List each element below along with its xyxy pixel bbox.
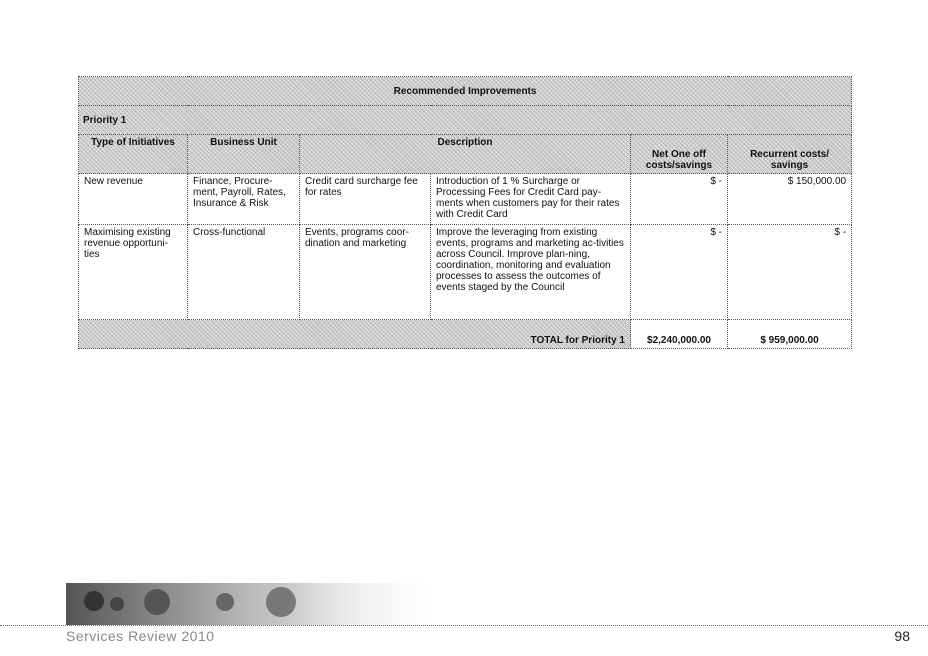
header-recurrent: Recurrent costs/ savings bbox=[728, 135, 852, 174]
footer-photo-strip bbox=[66, 583, 436, 625]
cell-type: Maximising existing revenue opportuni-ties bbox=[79, 225, 188, 320]
page-number: 98 bbox=[894, 628, 910, 644]
cell-recurrent: $ 150,000.00 bbox=[728, 174, 852, 225]
cell-initiative: Events, programs coor-dination and marketing bbox=[300, 225, 431, 320]
total-label: TOTAL for Priority 1 bbox=[79, 320, 631, 349]
total-net-one-off: $2,240,000.00 bbox=[631, 320, 728, 349]
header-business-unit: Business Unit bbox=[188, 135, 300, 174]
table-row bbox=[79, 174, 852, 225]
table-row bbox=[79, 225, 852, 320]
cell-type: New revenue bbox=[79, 174, 188, 225]
footer-divider bbox=[0, 625, 928, 626]
recommended-improvements-table bbox=[78, 76, 852, 349]
cell-net-one-off: $ - bbox=[631, 174, 728, 225]
cell-initiative: Credit card surcharge fee for rates bbox=[300, 174, 431, 225]
cell-description: Improve the leveraging from existing events, programs and marketing ac-tivities across Council. Improve plan-ning, coordination, monitoring and evaluation processes to assess the outcomes of events staged by the Council bbox=[431, 225, 631, 320]
cell-business-unit: Cross-functional bbox=[188, 225, 300, 320]
header-description: Description bbox=[300, 135, 631, 174]
cell-description: Introduction of 1 % Surcharge or Processing Fees for Credit Card pay-ments when customers pay for their rates with Credit Card bbox=[431, 174, 631, 225]
header-net-one-off: Net One off costs/savings bbox=[631, 135, 728, 174]
table-title: Recommended Improvements bbox=[79, 77, 852, 106]
footer-document-title: Services Review 2010 bbox=[66, 628, 215, 644]
priority-heading: Priority 1 bbox=[79, 106, 852, 135]
total-row bbox=[79, 320, 852, 349]
cell-net-one-off: $ - bbox=[631, 225, 728, 320]
header-type: Type of Initiatives bbox=[79, 135, 188, 174]
cell-business-unit: Finance, Procure-ment, Payroll, Rates, Insurance & Risk bbox=[188, 174, 300, 225]
total-recurrent: $ 959,000.00 bbox=[728, 320, 852, 349]
cell-recurrent: $ - bbox=[728, 225, 852, 320]
header-row bbox=[79, 135, 852, 174]
